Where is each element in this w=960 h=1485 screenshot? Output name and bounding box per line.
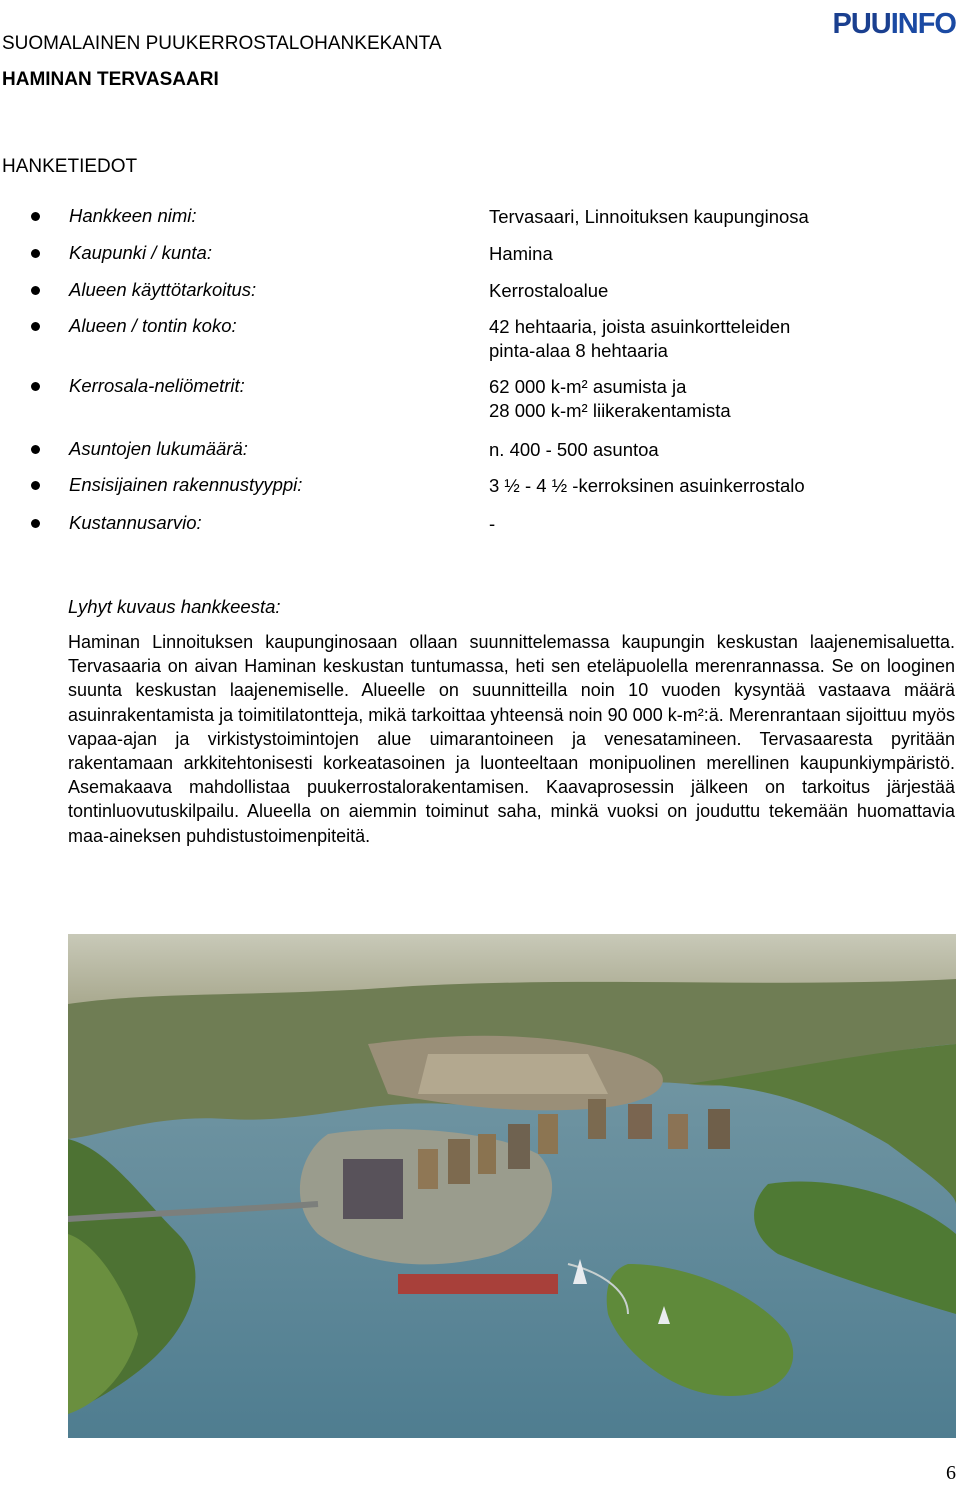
info-label: Kaupunki / kunta: [69,242,212,263]
info-label: Alueen käyttötarkoitus: [69,279,257,300]
document-subtitle: SUOMALAINEN PUUKERROSTALOHANKEKANTA [2,33,442,54]
project-title: HAMINAN TERVASAARI [2,69,219,90]
info-value: 3 ½ - 4 ½ -kerroksinen asuinkerrostalo [489,475,805,496]
info-value-line: pinta-alaa 8 hehtaaria [489,340,668,361]
info-value: - [489,513,496,534]
bullet-icon [31,481,40,490]
bullet-icon [31,445,40,454]
info-value: Kerrostaloalue [489,280,609,301]
bullet-icon [31,249,40,258]
info-value: n. 400 - 500 asuntoa [489,439,659,460]
section-heading: HANKETIEDOT [2,156,138,177]
info-label: Alueen / tontin koko: [69,315,237,336]
info-label: Asuntojen lukumäärä: [69,438,248,459]
puuinfo-logo [832,8,956,41]
info-label: Hankkeen nimi: [69,205,197,226]
logo-text-info: INFO [890,8,956,40]
info-value-line: 28 000 k-m² liikerakentamista [489,400,731,421]
info-value-line: 62 000 k-m² asumista ja [489,376,687,397]
info-value: Hamina [489,243,553,264]
bullet-icon [31,286,40,295]
aerial-photo [68,934,956,1438]
bullet-icon [31,322,40,331]
logo-text-puu: PUU [832,8,891,40]
bullet-icon [31,382,40,391]
description-heading: Lyhyt kuvaus hankkeesta: [68,596,281,617]
info-value: Tervasaari, Linnoituksen kaupunginosa [489,206,809,227]
info-label: Kerrosala-neliömetrit: [69,375,245,396]
info-value [489,315,790,363]
info-label: Kustannusarvio: [69,512,202,533]
description-text: Haminan Linnoituksen kaupunginosaan ollaan suunnittelemassa kaupungin keskustan laajenemisaluetta. Tervasaaria on aivan Haminan keskustan tuntumassa, heti sen eteläpuolella merenrannassa. Se on looginen suunta keskustan laajenemiselle. Alueelle on suunnitteilla noin 10 vuoden kysyntää vastaava määrä asuinrakentamista ja toimitilatontteja, mikä tarkoittaa yhteensä noin 90 000 k-m²:ä. Merenrantaan sijoittuu myös vapaa-ajan ja virkistystoimintojen alue uimarantoineen ja venesatamineen. Tervasaaresta pyritään rakentamaan arkkitehtonisesti korkeatasoinen ja luonteeltaan monipuolinen merellinen kaupunkiympäristö. Asemakaava mahdollistaa puukerrostalorakentamisen. Kaavaprosessin jälkeen on tarkoitus järjestää tontinluovutuskilpailu. Alueella on aiemmin toiminut saha, minkä vuoksi on jouduttu tekemään huomattavia maa-aineksen puhdistustoimenpiteitä. [68,632,955,846]
info-value [489,375,731,423]
info-value-line: 42 hehtaaria, joista asuinkortteleiden [489,316,791,337]
info-label: Ensisijainen rakennustyyppi: [69,474,303,495]
bullet-icon [31,519,40,528]
page-number: 6 [946,1462,956,1484]
bullet-icon [31,212,40,221]
